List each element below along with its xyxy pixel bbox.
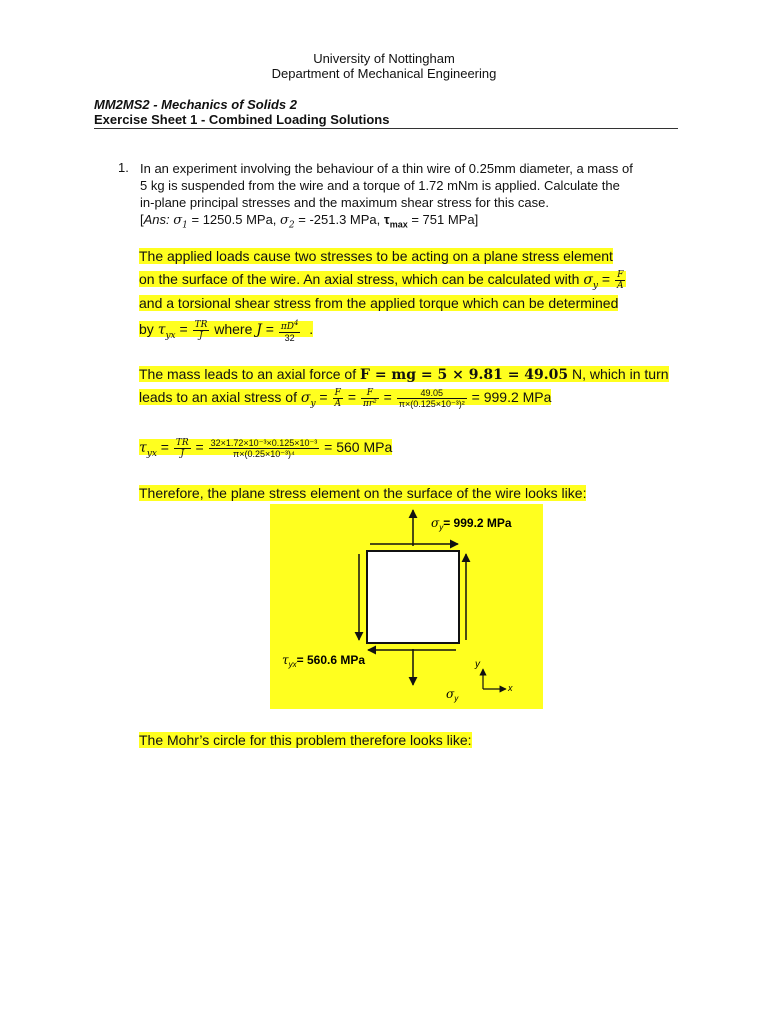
stress-element-diagram xyxy=(270,504,543,709)
para2-line2: leads to an axial stress of $\sigma_y$ = $\frac{F}{A}$ = $\frac{F}{\text{πr²}}$ = $\frac{49.05}{\text{π×(0.125×10⁻³)²}}$ = 999.2 MPa xyxy=(139,387,552,409)
ans-tau: = 751 MPa] xyxy=(407,212,479,227)
para1-line4: by $\tau_{yx}$ = $\frac{TR}{J}$ where J = $\frac{\pi D^4}{32}$ . xyxy=(139,319,314,343)
para2-line1: The mass leads to an axial force of F = mg = 5 × 9.81 = 49.05 N, which in turn xyxy=(139,366,669,383)
element-square xyxy=(367,551,459,643)
para1-line2: on the surface of the wire. An axial stress, which can be calculated with $\sigma_y$ = $\frac{F}{A}$ xyxy=(139,268,626,298)
question-answer xyxy=(140,211,478,235)
sigma1-symbol: $\sigma_1$ xyxy=(173,213,188,231)
university-name: University of Nottingham xyxy=(313,51,455,66)
para5: The Mohr’s circle for this problem therefore looks like: xyxy=(139,732,472,748)
para1-line1: The applied loads cause two stresses to be acting on a plane stress element xyxy=(139,248,613,264)
tau-equation: $\tau_{yx}$ = $\frac{TR}{J}$ = $\frac{\text{32×1.72×10⁻³×0.125×10⁻³}}{\text{π×(0.25×10⁻³)⁴}}$ = 560 MPa xyxy=(139,437,393,459)
sigma-y-label-bottom: $\sigma_y$ xyxy=(446,687,459,703)
ans-bracket: [ xyxy=(140,212,144,227)
question-number: 1. xyxy=(118,160,129,175)
axis-y-label: y xyxy=(475,659,480,670)
ans-label: Ans: xyxy=(143,212,170,227)
sheet-title: Exercise Sheet 1 - Combined Loading Solutions xyxy=(94,112,390,127)
para4: Therefore, the plane stress element on the surface of the wire looks like: xyxy=(139,485,587,501)
question-line-1: In an experiment involving the behaviour of a thin wire of 0.25mm diameter, a mass of xyxy=(140,161,633,176)
tau-max-symbol: $\tau_{max}$ xyxy=(383,212,408,230)
stress-element-svg xyxy=(270,504,543,709)
sigma2-symbol: $\sigma_2$ xyxy=(280,213,295,231)
tau-yx-label: $\tau_{yx}= 560.6$ MPa xyxy=(282,653,366,669)
ans-sigma1: = 1250.5 MPa, xyxy=(187,212,281,227)
axis-x-label: x xyxy=(508,683,513,693)
question-line-3: in-plane principal stresses and the maximum shear stress for this case. xyxy=(140,195,549,210)
department-name: Department of Mechanical Engineering xyxy=(271,66,497,81)
course-title: MM2MS2 - Mechanics of Solids 2 xyxy=(94,97,297,112)
para1-line3: and a torsional shear stress from the applied torque which can be determined xyxy=(139,295,619,311)
question-line-2: 5 kg is suspended from the wire and a torque of 1.72 mNm is applied. Calculate the xyxy=(140,178,620,193)
ans-sigma2: = -251.3 MPa, xyxy=(294,212,384,227)
sigma-y-label-top: $\sigma_y= 999.2$ MPa xyxy=(431,516,512,532)
header-divider xyxy=(94,128,678,129)
